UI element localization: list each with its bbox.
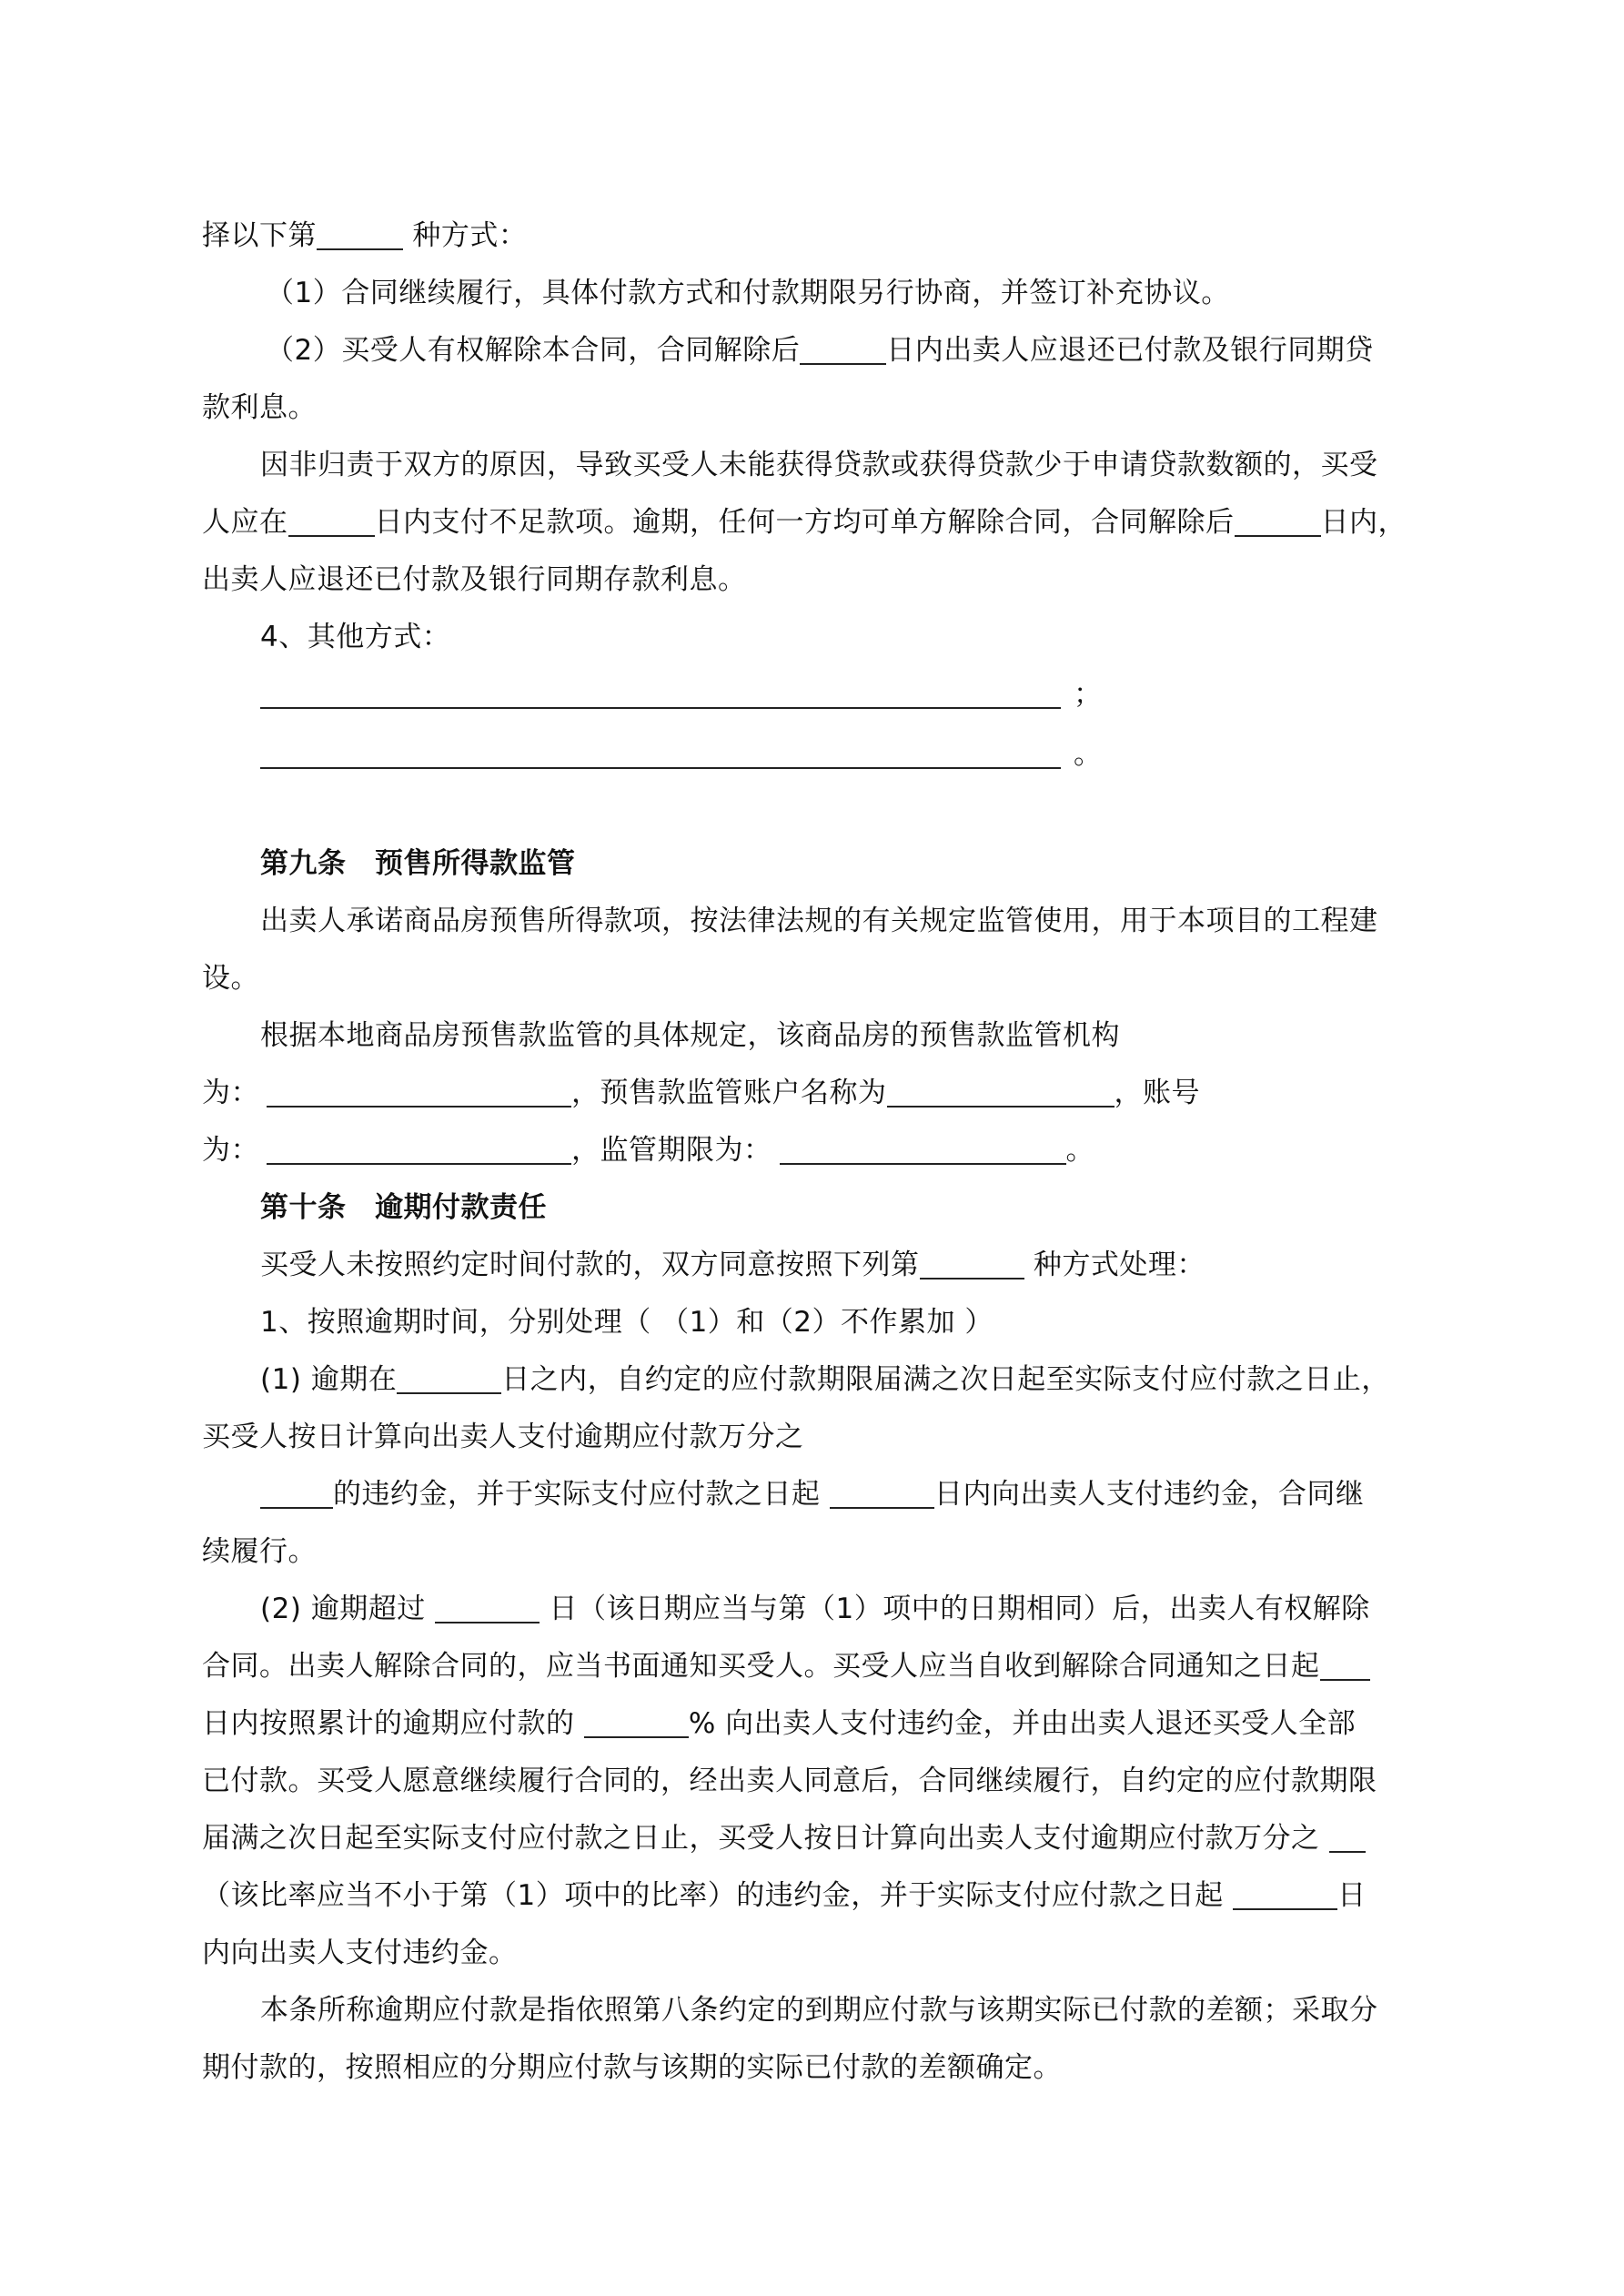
text: 日内按照累计的逾期应付款的	[202, 1707, 584, 1740]
text-line: 设。	[202, 962, 259, 995]
document-page	[202, 207, 1435, 2097]
text-line: 根据本地商品房预售款监管的具体规定，该商品房的预售款监管机构	[260, 1019, 1120, 1052]
fill-blank[interactable]	[435, 1589, 540, 1623]
fill-blank[interactable]	[260, 1474, 333, 1509]
text: 为：	[202, 1134, 259, 1167]
text-line: 期付款的，按照相应的分期应付款与该期的实际已付款的差额确定。	[202, 2051, 1062, 2084]
text: 种方式处理：	[1024, 1249, 1205, 1281]
text-line: 已付款。买受人愿意继续履行合同的，经出卖人同意后，合同继续履行，自约定的应付款期限	[202, 1765, 1377, 1797]
text-line	[202, 1065, 1435, 1122]
fill-blank[interactable]	[288, 502, 375, 537]
text: 合同。出卖人解除合同的，应当书面通知买受人。买受人应当自收到解除合同通知之日起	[202, 1650, 1320, 1683]
text: 日内出卖人应退还已付款及银行同期贷	[886, 334, 1374, 367]
text-line	[202, 1638, 1435, 1695]
text-line	[202, 666, 1435, 726]
text-line: 1、按照逾期时间，分别处理（ （1）和（2）不作累加 ）	[260, 1306, 994, 1339]
text-line	[202, 494, 1435, 551]
text-line: 4、其他方式：	[260, 621, 451, 653]
text: 日	[1337, 1879, 1367, 1912]
text: (2) 逾期超过	[260, 1593, 436, 1625]
fill-blank[interactable]	[800, 330, 886, 365]
fill-blank[interactable]	[1235, 502, 1321, 537]
text-line	[202, 1237, 1435, 1294]
text-line	[202, 1867, 1435, 1925]
text: 择以下第	[202, 219, 317, 252]
text: （2）买受人有权解除本合同，合同解除后	[266, 334, 801, 367]
text: 届满之次日起至实际支付应付款之日止，买受人按日计算向出卖人支付逾期应付款万分之	[202, 1822, 1329, 1855]
text: ，预售款监管账户名称为	[571, 1077, 887, 1109]
text: 的违约金，并于实际支付应付款之日起	[333, 1478, 830, 1511]
text-line	[202, 1122, 1435, 1179]
text-line	[202, 1466, 1435, 1523]
text-line: 出卖人应退还已付款及银行同期存款利息。	[202, 563, 747, 596]
text: 。	[1065, 1134, 1094, 1167]
text: ；	[1074, 678, 1103, 711]
text: ，监管期限为：	[571, 1134, 772, 1167]
account-name-blank[interactable]	[887, 1073, 1115, 1108]
text: 日内，	[1320, 506, 1407, 539]
text-line: 买受人按日计算向出卖人支付逾期应付款万分之	[202, 1421, 804, 1453]
text: % 向出卖人支付违约金，并由出卖人退还买受人全部	[688, 1707, 1357, 1740]
text-line: （1）合同继续履行，具体付款方式和付款期限另行协商，并签订补充协议。	[266, 277, 1230, 309]
text: ，账号	[1114, 1077, 1200, 1109]
text: 日内支付不足款项。逾期，任何一方均可单方解除合同，合同解除后	[374, 506, 1235, 539]
text-line	[202, 1581, 1435, 1638]
text-line	[202, 1810, 1435, 1867]
text-line	[202, 1351, 1435, 1409]
fill-blank[interactable]	[1320, 1646, 1370, 1681]
text: （该比率应当不小于第（1）项中的比率）的违约金，并于实际支付应付款之日起	[202, 1879, 1234, 1912]
fill-blank[interactable]	[260, 674, 1061, 709]
text-line: 本条所称逾期应付款是指依照第八条约定的到期应付款与该期实际已付款的差额；采取分	[260, 1994, 1378, 2027]
text-line: 内向出卖人支付违约金。	[202, 1937, 518, 1969]
fill-blank[interactable]	[920, 1245, 1024, 1279]
text: 买受人未按照约定时间付款的，双方同意按照下列第	[260, 1249, 920, 1281]
article-10-heading: 第十条 逾期付款责任	[260, 1191, 547, 1224]
text: 日（该日期应当与第（1）项中的日期相同）后，出卖人有权解除	[540, 1593, 1370, 1625]
text: 种方式：	[403, 219, 528, 252]
article-9-heading: 第九条 预售所得款监管	[260, 847, 576, 880]
text: 。	[1074, 738, 1103, 771]
fill-blank[interactable]	[260, 734, 1061, 769]
fill-blank[interactable]	[584, 1704, 689, 1738]
text: 日之内，自约定的应付款期限届满之次日起至实际支付应付款之日止，	[501, 1363, 1390, 1396]
text-line	[202, 726, 1435, 786]
text-line: 出卖人承诺商品房预售所得款项，按法律法规的有关规定监管使用，用于本项目的工程建	[260, 905, 1378, 937]
fill-blank[interactable]	[1233, 1876, 1337, 1910]
fill-blank[interactable]	[830, 1474, 934, 1509]
fill-blank[interactable]	[1329, 1818, 1366, 1853]
text-line	[202, 322, 1435, 379]
supervision-period-blank[interactable]	[780, 1130, 1066, 1165]
text-line	[202, 1695, 1435, 1753]
spacer	[202, 786, 1435, 835]
account-number-blank[interactable]	[267, 1130, 571, 1165]
text-line: 款利息。	[202, 391, 317, 424]
text: 日内向出卖人支付违约金，合同继	[933, 1478, 1365, 1511]
fill-blank[interactable]	[317, 216, 403, 250]
text: (1) 逾期在	[260, 1363, 398, 1396]
text-line: 因非归责于双方的原因，导致买受人未能获得贷款或获得贷款少于申请贷款数额的，买受	[260, 449, 1378, 481]
text: 人应在	[202, 506, 288, 539]
supervision-agency-blank[interactable]	[267, 1073, 571, 1108]
fill-blank[interactable]	[397, 1360, 501, 1394]
text-line	[202, 207, 1435, 265]
text: 为：	[202, 1077, 259, 1109]
text-line: 续履行。	[202, 1535, 317, 1568]
